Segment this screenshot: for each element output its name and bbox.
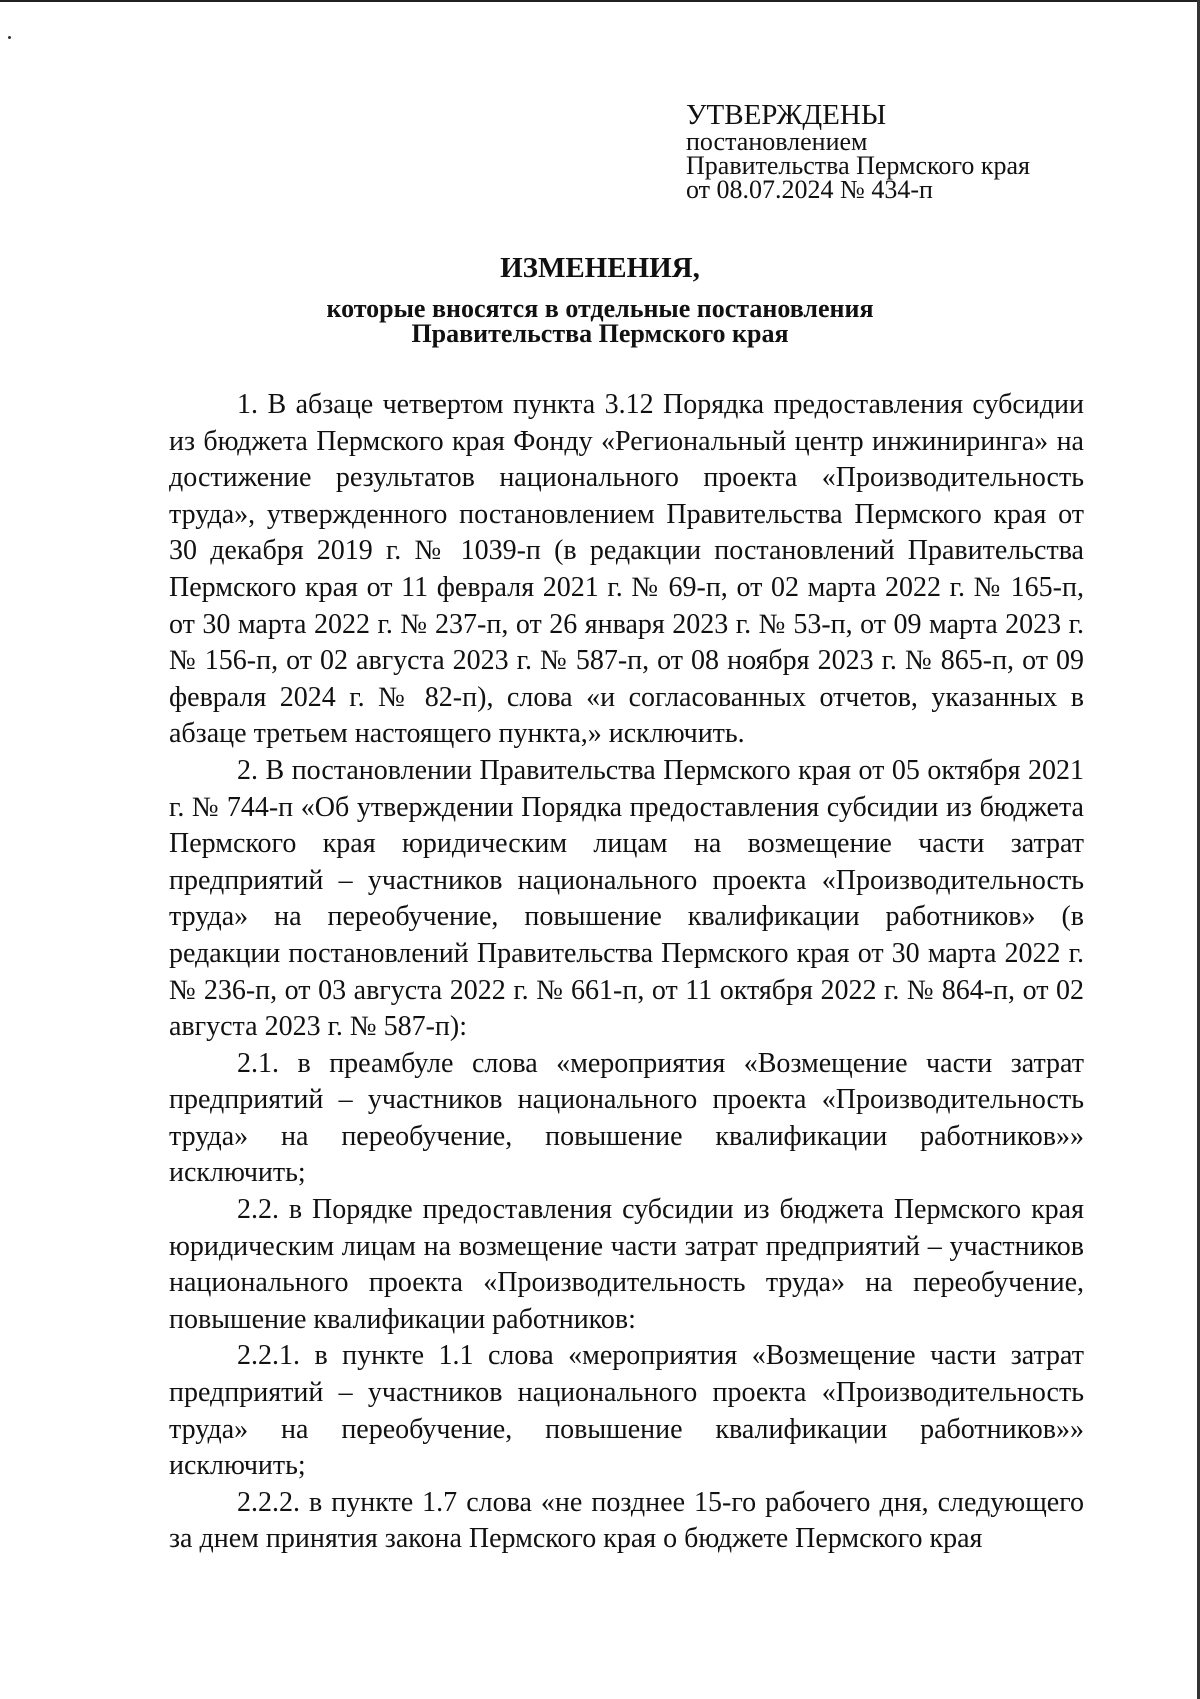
subtitle-line: Правительства Пермского края bbox=[411, 319, 789, 348]
subtitle-line: которые вносятся в отдельные постановления bbox=[326, 294, 874, 323]
approval-line: постановлением bbox=[686, 127, 868, 156]
scan-speck bbox=[8, 36, 11, 39]
document-body bbox=[169, 387, 1084, 1558]
approval-stamp-block bbox=[686, 100, 1030, 202]
paragraph-2-2: 2.2. в Порядке предоставления субсидии из бюджета Пермского края юридическим лицам на возмещение части затрат предприятий – участников национального проекта «Производительность труда» на переобучение, повышение квалификации работников: bbox=[169, 1194, 1084, 1335]
document-subtitle bbox=[0, 296, 1200, 346]
approval-line: Правительства Пермского края bbox=[686, 151, 1030, 180]
paragraph-2-2-2: 2.2.2. в пункте 1.7 слова «не позднее 15-го рабочего дня, следующего за днем принятия закона Пермского края о бюджете Пермского края bbox=[169, 1486, 1084, 1555]
paragraph-1: 1. В абзаце четвертом пункта 3.12 Порядка предоставления субсидии из бюджета Пермского края Фонду «Региональный центр инжиниринга» на достижение результатов национального проекта «Производительность труда», утвержденного постановлением Правительства Пермского края от 30 декабря 2019 г. № 1039-п (в редакции постановлений Правительства Пермского края от 11 февраля 2021 г. № 69-п, от 02 марта 2022 г. № 165-п, от 30 марта 2022 г. № 237-п, от 26 января 2023 г. № 53-п, от 09 марта 2023 г. № 156-п, от 02 августа 2023 г. № 587-п, от 08 ноября 2023 г. № 865-п, от 09 февраля 2024 г. № 82-п), слова «и согласованных отчетов, указанных в абзаце третьем настоящего пункта,» исключить. bbox=[169, 389, 1084, 750]
paragraph-2: 2. В постановлении Правительства Пермского края от 05 октября 2021 г. № 744-п «Об утверждении Порядка предоставления субсидии из бюджета Пермского края юридическим лицам на возмещение части затрат предприятий – участников национального проекта «Производительность труда» на переобучение, повышение квалификации работников» (в редакции постановлений Правительства Пермского края от 30 марта 2022 г. № 236-п, от 03 августа 2022 г. № 661-п, от 11 октября 2022 г. № 864-п, от 02 августа 2023 г. № 587-п): bbox=[169, 754, 1084, 1043]
paragraph-2-2-1: 2.2.1. в пункте 1.1 слова «мероприятия «Возмещение части затрат предприятий – участников национального проекта «Производительность труда» на переобучение, повышение квалификации работников»» исключить; bbox=[169, 1340, 1084, 1482]
approval-date-number: от 08.07.2024 № 434-п bbox=[686, 175, 933, 204]
paragraph-2-1: 2.1. в преамбуле слова «мероприятия «Возмещение части затрат предприятий – участников национального проекта «Производительность труда» на переобучение, повышение квалификации работников»» исключить; bbox=[169, 1047, 1084, 1189]
approval-title: УТВЕРЖДЕНЫ bbox=[686, 99, 887, 131]
scan-border-top bbox=[0, 0, 1200, 2]
document-title: ИЗМЕНЕНИЯ, bbox=[500, 252, 700, 284]
